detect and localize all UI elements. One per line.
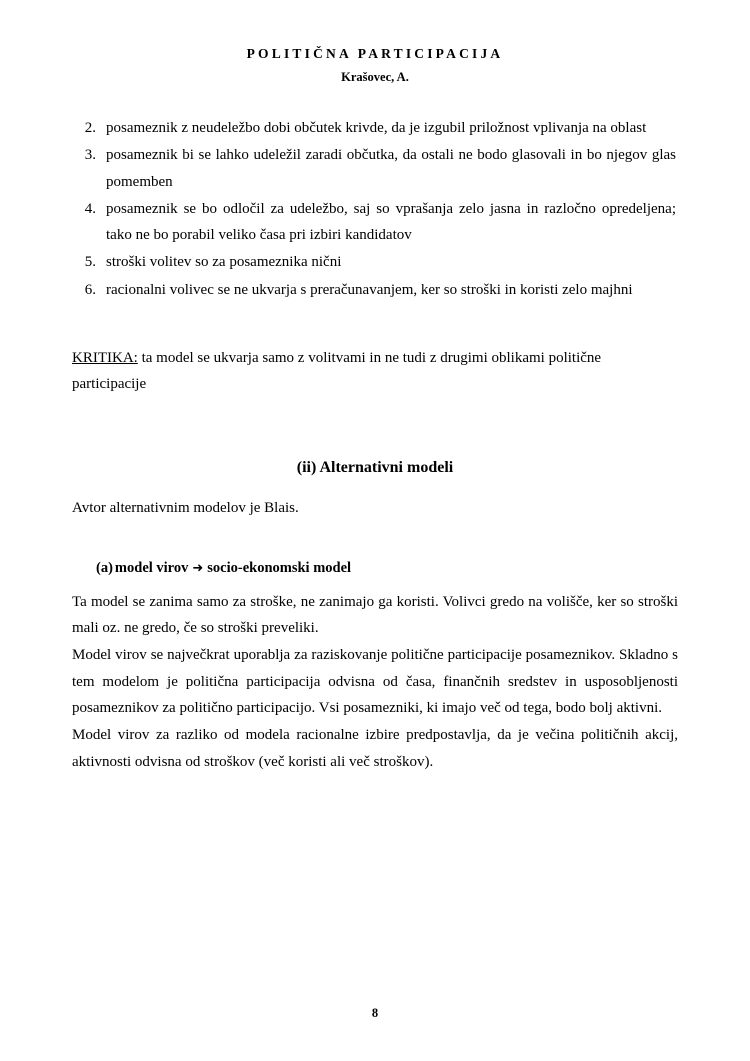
list-item-number: 4. — [84, 200, 96, 217]
body-paragraph: Model virov za razliko od modela racionalne izbire predpostavlja, da je večina političnih akcij, aktivnosti odvisna od stroškov (več koristi ali več stroškov). — [72, 726, 678, 770]
list-item-number: 6. — [84, 281, 96, 298]
list-item — [72, 115, 678, 141]
list-item-number: 2. — [84, 120, 96, 136]
numbered-list — [72, 115, 678, 303]
subsection-title-before-arrow: model virov — [114, 559, 189, 576]
arrow-right-icon: ➜ — [192, 560, 204, 576]
list-item-text: posameznik z neudeležbo dobi občutek krivde, da je izgubil priložnost vplivanja na oblast — [106, 120, 647, 136]
list-item-text: posameznik se bo odločil za udeležbo, saj so vprašanja zelo jasna in razločno opredeljena; tako ne bo porabil veliko časa pri izbiri kandidatov — [106, 200, 676, 243]
kritika-text: ta model se ukvarja samo z volitvami in ne tudi z drugimi oblikami politične participacije — [72, 349, 602, 392]
section-intro-paragraph: Avtor alternativnim modelov je Blais. — [72, 500, 299, 517]
list-item-text: racionalni volivec se ne ukvarja s preračunavanjem, ker so stroški in koristi zelo majhni — [106, 281, 633, 298]
list-item-text: posameznik bi se lahko udeležil zaradi občutka, da ostali ne bodo glasovali in bo njegov glas pomemben — [106, 147, 676, 190]
kritika-label: KRITIKA: — [72, 349, 138, 366]
subsection-body — [72, 589, 678, 776]
body-paragraph: Model virov se največkrat uporablja za raziskovanje politične participacije posameznikov. Skladno s tem modelom je politična participacija odvisna od časa, finančnih sredstev in usposobljenosti posameznikov za politično participacijo. Vsi posamezniki, ki imajo več od tega, bodo bolj aktivni. — [72, 646, 678, 717]
list-item-text: stroški volitev so za posameznika nični — [106, 254, 342, 271]
subsection-title-after-arrow: socio-ekonomski model — [207, 559, 352, 576]
list-item-number: 3. — [84, 147, 96, 164]
document-header-author: Krašovec, A. — [341, 70, 409, 84]
document-header-title: POLITIČNA PARTICIPACIJA — [246, 46, 504, 61]
list-item — [72, 277, 678, 303]
page-number: 8 — [371, 1006, 379, 1020]
subsection-heading — [72, 560, 678, 577]
list-item — [72, 142, 678, 195]
list-item — [72, 249, 678, 275]
kritika-paragraph — [72, 345, 678, 398]
list-item-number: 5. — [84, 254, 96, 271]
section-heading: (ii) Alternativni modeli — [296, 459, 454, 477]
list-item — [72, 196, 678, 249]
body-paragraph: Ta model se zanima samo za stroške, ne zanimajo ga koristi. Volivci gredo na volišče, ker so stroški mali oz. ne gredo, če so stroški preveliki. — [72, 593, 678, 637]
subsection-label: (a) — [96, 559, 113, 576]
